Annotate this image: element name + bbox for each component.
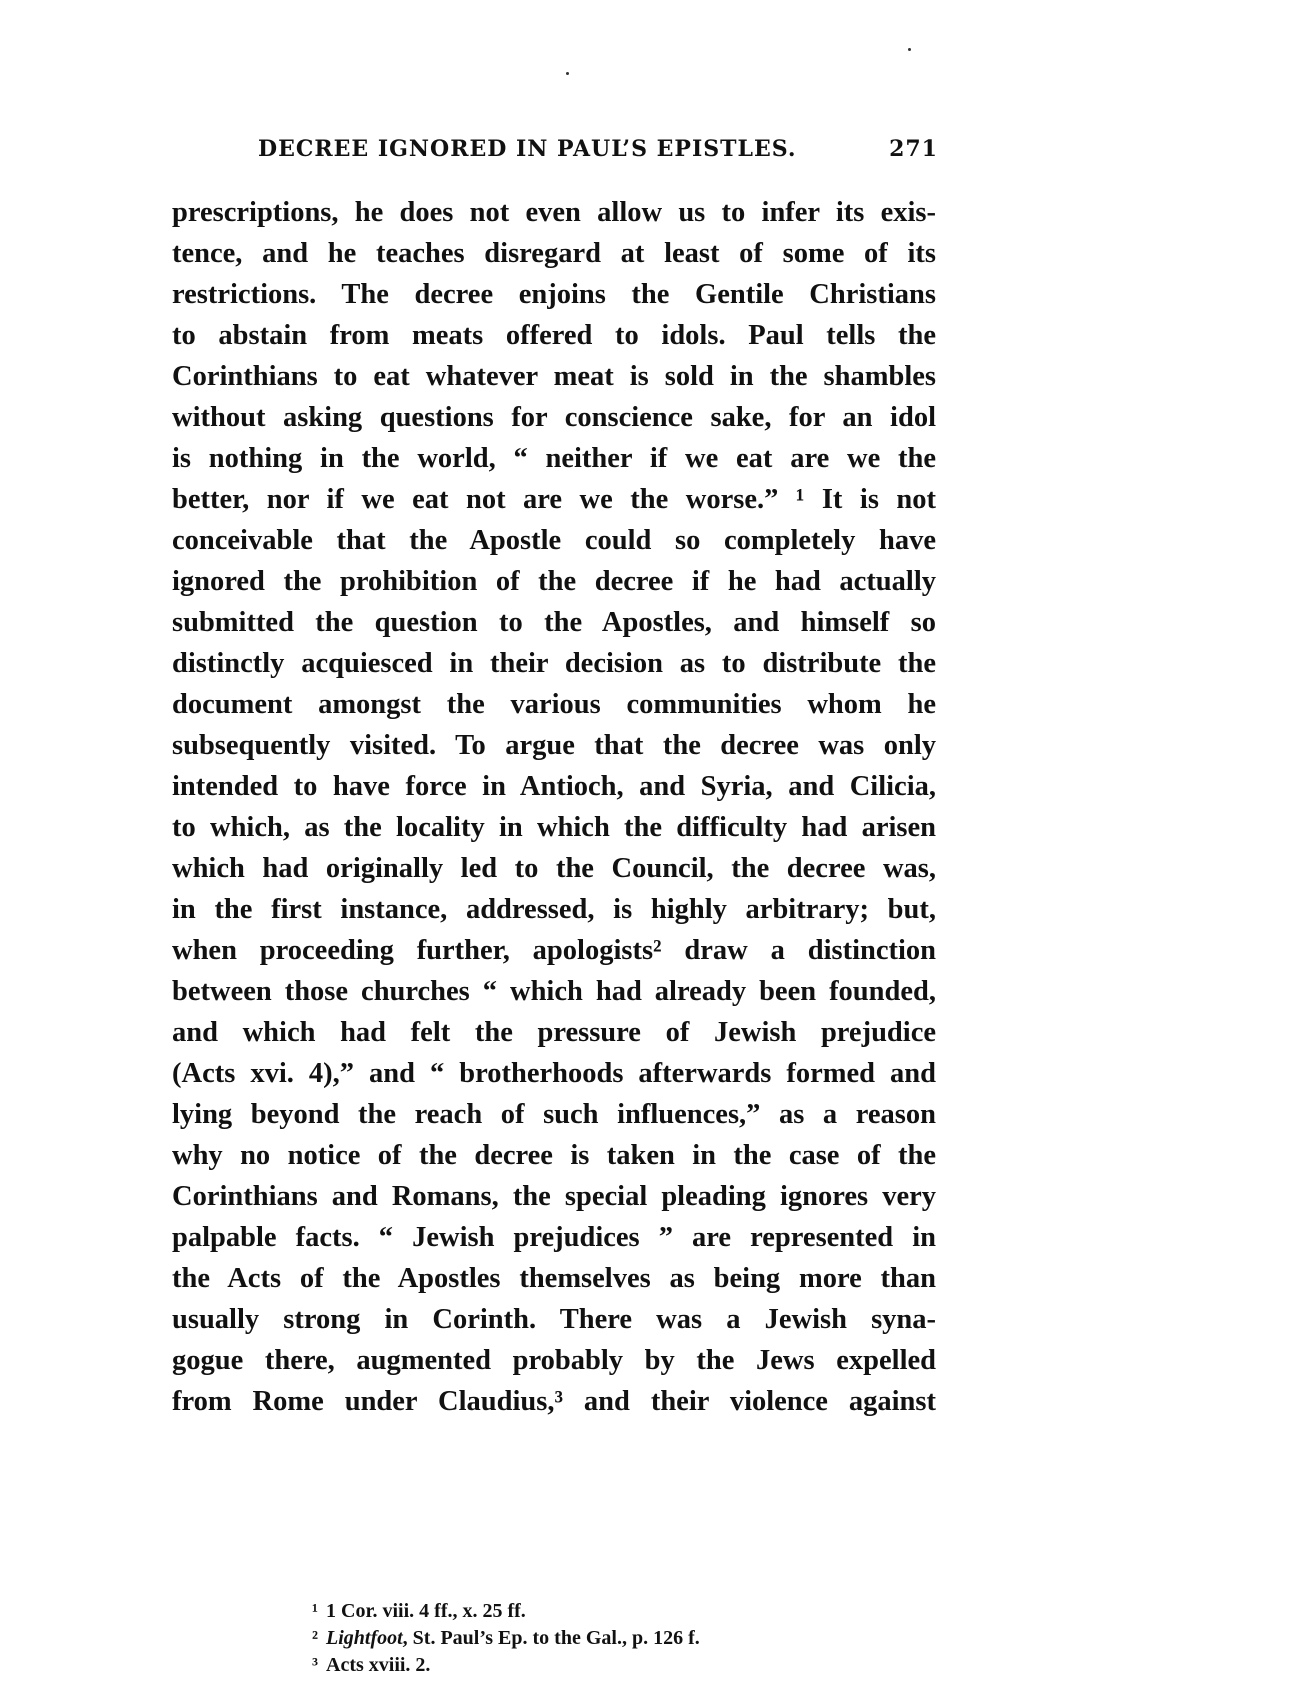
text-line: (Acts xvi. 4),” and “ brotherhoods afterwards formed and — [172, 1058, 936, 1089]
text-line: to abstain from meats offered to idols. Paul tells the — [172, 320, 936, 351]
text-line: distinctly acquiesced in their decision as to distribute the — [172, 648, 936, 679]
footnote-text: , St. Paul’s Ep. to the Gal., p. 126 f. — [402, 1627, 700, 1649]
text-line: from Rome under Claudius,³ and their violence against — [172, 1386, 936, 1417]
text-line: why no notice of the decree is taken in the case of the — [172, 1140, 936, 1171]
footnote-mark: ² — [312, 1627, 318, 1649]
text-line: gogue there, augmented probably by the Jews expelled — [172, 1345, 936, 1376]
footnote-mark: ³ — [312, 1654, 318, 1676]
footnote-text: Acts xviii. 2. — [326, 1654, 431, 1676]
text-line: ignored the prohibition of the decree if he had actually — [172, 566, 936, 597]
running-title: DECREE IGNORED IN PAUL’S EPISTLES. — [258, 136, 797, 162]
footnote-author: Lightfoot — [326, 1627, 403, 1649]
text-line: usually strong in Corinth. There was a Jewish syna- — [172, 1304, 936, 1335]
text-line: tence, and he teaches disregard at least of some of its — [172, 238, 936, 269]
text-line: intended to have force in Antioch, and Syria, and Cilicia, — [172, 771, 936, 802]
text-line: and which had felt the pressure of Jewish prejudice — [172, 1017, 936, 1048]
text-line: when proceeding further, apologists² draw a distinction — [172, 935, 936, 966]
scan-speck — [566, 72, 569, 75]
page-number: 271 — [889, 136, 938, 162]
body-text — [172, 192, 936, 1422]
text-line: submitted the question to the Apostles, and himself so — [172, 607, 936, 638]
scan-speck — [908, 48, 911, 51]
text-line: lying beyond the reach of such influences,” as a reason — [172, 1099, 936, 1130]
footnotes — [312, 1598, 700, 1679]
footnote-text: 1 Cor. viii. 4 ff., x. 25 ff. — [326, 1600, 526, 1622]
text-line: restrictions. The decree enjoins the Gentile Christians — [172, 279, 936, 310]
footnote — [312, 1652, 700, 1679]
text-line: the Acts of the Apostles themselves as being more than — [172, 1263, 936, 1294]
text-line: conceivable that the Apostle could so completely have — [172, 525, 936, 556]
text-line: palpable facts. “ Jewish prejudices ” are represented in — [172, 1222, 936, 1253]
text-line: document amongst the various communities whom he — [172, 689, 936, 720]
text-line: without asking questions for conscience sake, for an idol — [172, 402, 936, 433]
text-line: Corinthians to eat whatever meat is sold in the shambles — [172, 361, 936, 392]
text-line: is nothing in the world, “ neither if we eat are we the — [172, 443, 936, 474]
text-line: between those churches “ which had already been founded, — [172, 976, 936, 1007]
text-line: better, nor if we eat not are we the worse.” ¹ It is not — [172, 484, 936, 515]
text-line: to which, as the locality in which the difficulty had arisen — [172, 812, 936, 843]
text-line: prescriptions, he does not even allow us to infer its exis- — [172, 197, 936, 228]
text-line: subsequently visited. To argue that the decree was only — [172, 730, 936, 761]
text-line: which had originally led to the Council, the decree was, — [172, 853, 936, 884]
footnote — [312, 1598, 700, 1625]
footnote-mark: ¹ — [312, 1600, 318, 1622]
text-line: Corinthians and Romans, the special pleading ignores very — [172, 1181, 936, 1212]
footnote — [312, 1625, 700, 1652]
text-line: in the first instance, addressed, is highly arbitrary; but, — [172, 894, 936, 925]
running-header — [258, 136, 938, 170]
